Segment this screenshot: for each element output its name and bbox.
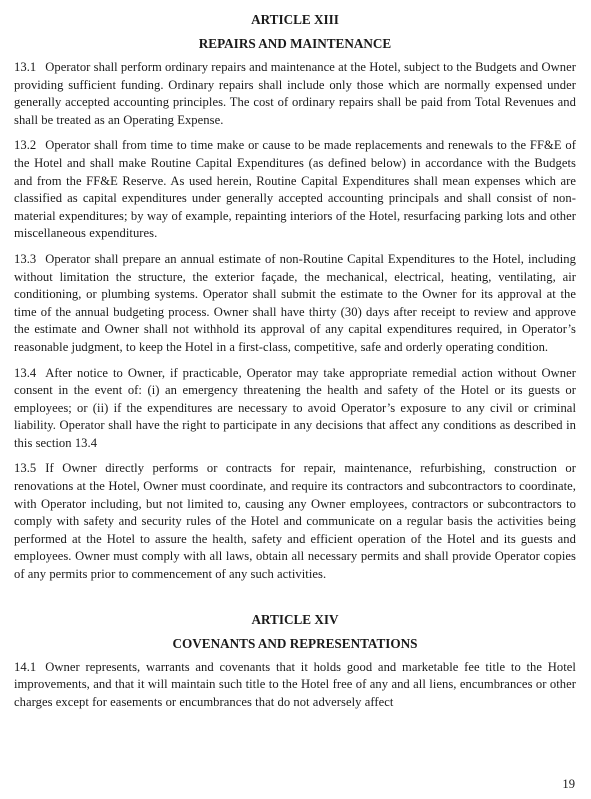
section-13-1 xyxy=(14,59,576,129)
section-number: 13.4 xyxy=(14,365,37,380)
section-text: Operator shall prepare an annual estimate of non-Routine Capital Expenditures to the Hotel, including without limitation the structure, the exterior façade, the mechanical, electrical, heating, ventilating, air conditioning, or plumbing systems. Operator shall submit the estimate to the Owner for its approval at the time of the annual budgeting process. Owner shall have thirty (30) days after receipt to review and approve the estimate and Owner shall not withhold its approval of any capital expenditures required, in Operator’s reasonable judgment, to keep the Hotel in a first-class, competitive, safe and orderly operating condition. xyxy=(14,251,576,354)
article-14-title: ARTICLE XIV xyxy=(251,611,339,627)
section-number: 13.1 xyxy=(14,60,37,74)
section-13-5 xyxy=(14,460,576,583)
section-text: Operator shall from time to time make or cause to be made replacements and renewals to the FF&E of the Hotel and shall make Routine Capital Expenditures (as defined below) in accordance with the Budgets and from the FF&E Reserve. As used herein, Routine Capital Expenditures shall mean expenses which are classified as capital expenditures under generally accepted accounting principals and shall consist of non-material expenditures; by way of example, repainting interiors of the Hotel, resurfacing parking lots and other miscellaneous expenditures. xyxy=(14,138,576,241)
section-text: After notice to Owner, if practicable, Operator may take appropriate remedial action without Owner consent in the event of: (i) an emergency threatening the health and safety of the Hotel or its guests or employees; or (ii) if the expenditures are necessary to avoid Operator’s exposure to any civil or criminal liability. Operator shall have the right to participate in any decisions that affect any conditions as described in this section 13.4 xyxy=(14,365,576,450)
document-page xyxy=(14,10,576,719)
section-text: Owner represents, warrants and covenants that it holds good and marketable fee title to the Hotel improvements, and that it will maintain such title to the Hotel free of any and all liens, encumbrances or other charges except for easements or encumbrances that do not adversely affect xyxy=(14,659,576,709)
section-number: 13.3 xyxy=(14,251,37,266)
article-14-subtitle: COVENANTS AND REPRESENTATIONS xyxy=(172,635,418,651)
section-13-3 xyxy=(14,251,576,357)
section-14-1 xyxy=(14,659,576,712)
section-number: 14.1 xyxy=(14,659,37,674)
section-13-4 xyxy=(14,365,576,453)
section-number: 13.5 xyxy=(14,461,37,476)
article-13-title: ARTICLE XIII xyxy=(251,12,339,27)
article-13-subtitle: REPAIRS AND MAINTENANCE xyxy=(198,36,392,51)
section-13-2 xyxy=(14,137,576,243)
section-text: Operator shall perform ordinary repairs and maintenance at the Hotel, subject to the Budgets and Owner providing sufficient funding. Ordinary repairs shall include only those which are normally expensed under generally accepted accounting principles. The cost of ordinary repairs shall be paid from Total Revenues and shall be treated as an Operating Expense. xyxy=(14,60,576,127)
section-text: If Owner directly performs or contracts for repair, maintenance, refurbishing, construction or renovations at the Hotel, Owner must coordinate, and require its contractors and subcontractors to coordinate, with Operator including, but not limited to, causing any Owner employees, contractors or subcontractors to comply with safety and security rules of the Hotel and communicate on a regular basis the activities being performed at the Hotel to assure the health, safety and efficient operation of the Hotel and its guests and employees. Owner must comply with all laws, obtain all necessary permits and shall provide Operator copies of any permits prior to commencement of any such activities. xyxy=(14,461,576,582)
section-number: 13.2 xyxy=(14,138,37,153)
page-number: 19 xyxy=(562,777,575,791)
